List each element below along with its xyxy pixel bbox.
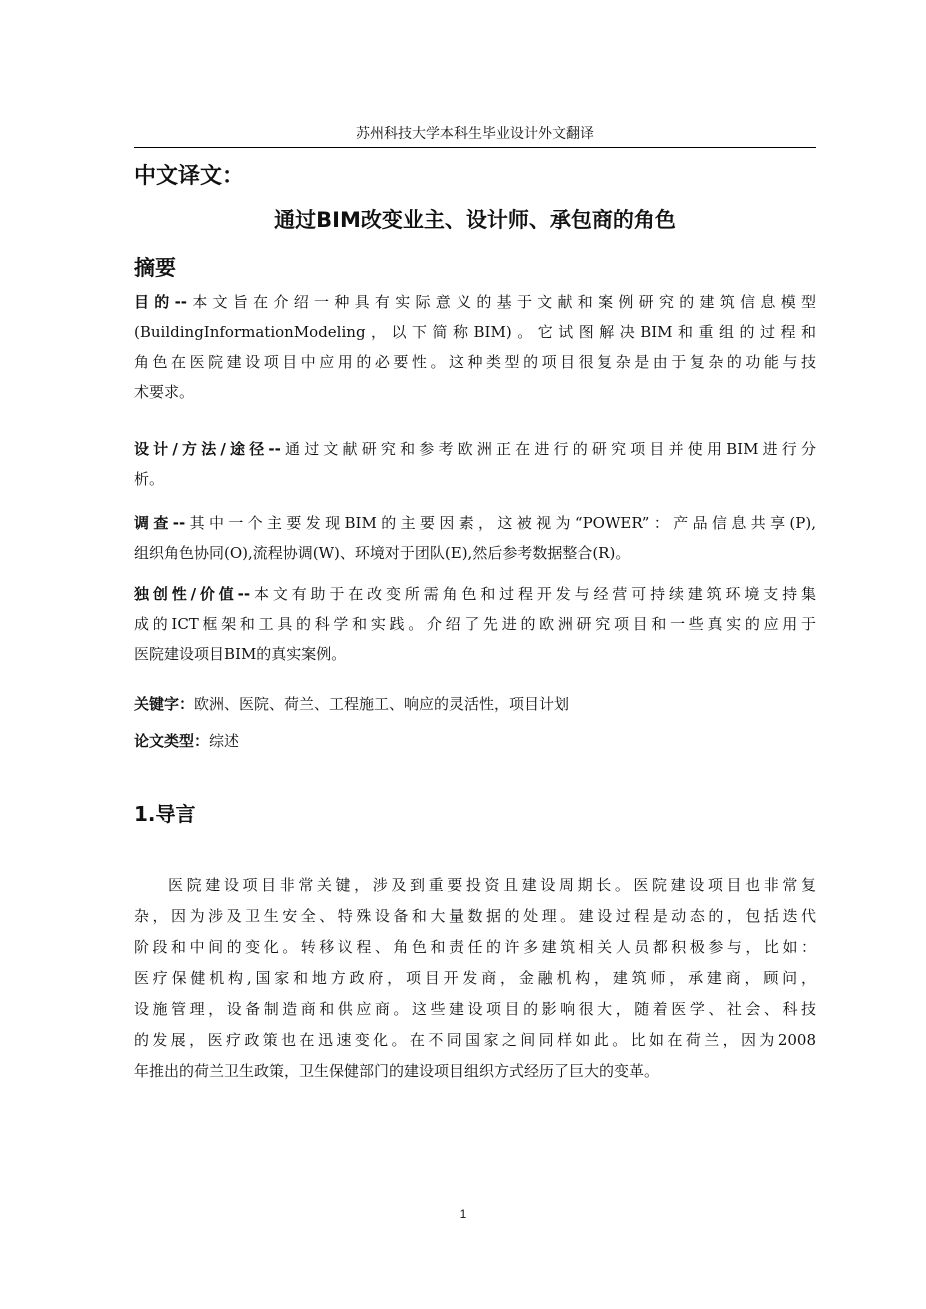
keywords-label: 关键字： — [134, 695, 195, 713]
running-header: 苏州科技大学本科生毕业设计外文翻译 — [134, 124, 816, 148]
intro-paragraph: 医院建设项目非常关键，涉及到重要投资且建设周期长。医院建设项目也非常复 杂，因为涉及卫生安全、特殊设备和大量数据的处理。建设过程是动态的，包括迭代 阶段和中间的变化。转移议程、角色和责任的许多建筑相关人员都积极参与，比如： 医疗保健机构,国家和地方政府，项目开发商，金融机构，建筑师，承建商，顾问， 设施管理，设备制造商和供应商。这些建设项目的影响很大，随着医学、社会、科技 的发展，医疗政策也在迅速变化。在不同国家之间同样如此。比如在荷兰，因为2008 年推出的荷兰卫生政策，卫生保健部门的建设项目组织方式经历了巨大的变革。 — [134, 876, 816, 1080]
originality-label: 独创性/价值-- — [134, 585, 251, 603]
design-paragraph: 设计/方法/途径--通过文献研究和参考欧洲正在进行的研究项目并使用BIM进行分 析。 — [134, 440, 816, 488]
findings-label: 调查-- — [134, 514, 186, 532]
findings-paragraph: 调查--其中一个主要发现BIM的主要因素，这被视为“POWER”：产品信息共享(P), 组织角色协同(O),流程协调(W)、环境对于团队(E),然后参考数据整合(R)。 — [134, 514, 816, 562]
originality-paragraph: 独创性/价值--本文有助于在改变所需角色和过程开发与经营可持续建筑环境支持集 成的ICT框架和工具的科学和实践。介绍了先进的欧洲研究项目和一些真实的应用于 医院建设项目BIM的真实案例。 — [134, 585, 816, 663]
paper-type-label: 论文类型： — [134, 732, 210, 750]
document-title: 通过BIM改变业主、设计师、承包商的角色 — [274, 208, 676, 232]
purpose-label: 目的-- — [134, 293, 188, 311]
paper-type-line — [134, 726, 816, 756]
intro-heading: 1.导言 — [134, 802, 196, 826]
purpose-paragraph: 目的--本文旨在介绍一种具有实际意义的基于文献和案例研究的建筑信息模型 (BuildingInformationModeling，以下简称BIM)。它试图解决BIM和重组的过程和 角色在医院建设项目中应用的必要性。这种类型的项目很复杂是由于复杂的功能与技 术要求。 — [134, 293, 816, 401]
section-label: 中文译文： — [134, 164, 245, 189]
keywords-text: 欧洲、医院、荷兰、工程施工、响应的灵活性，项目计划 — [194, 695, 570, 713]
keywords-line — [134, 689, 816, 719]
abstract-heading: 摘要 — [134, 256, 176, 280]
design-label: 设计/方法/途径-- — [134, 440, 281, 458]
paper-type-text: 综述 — [209, 732, 240, 750]
page-number: 1 — [459, 1207, 467, 1221]
